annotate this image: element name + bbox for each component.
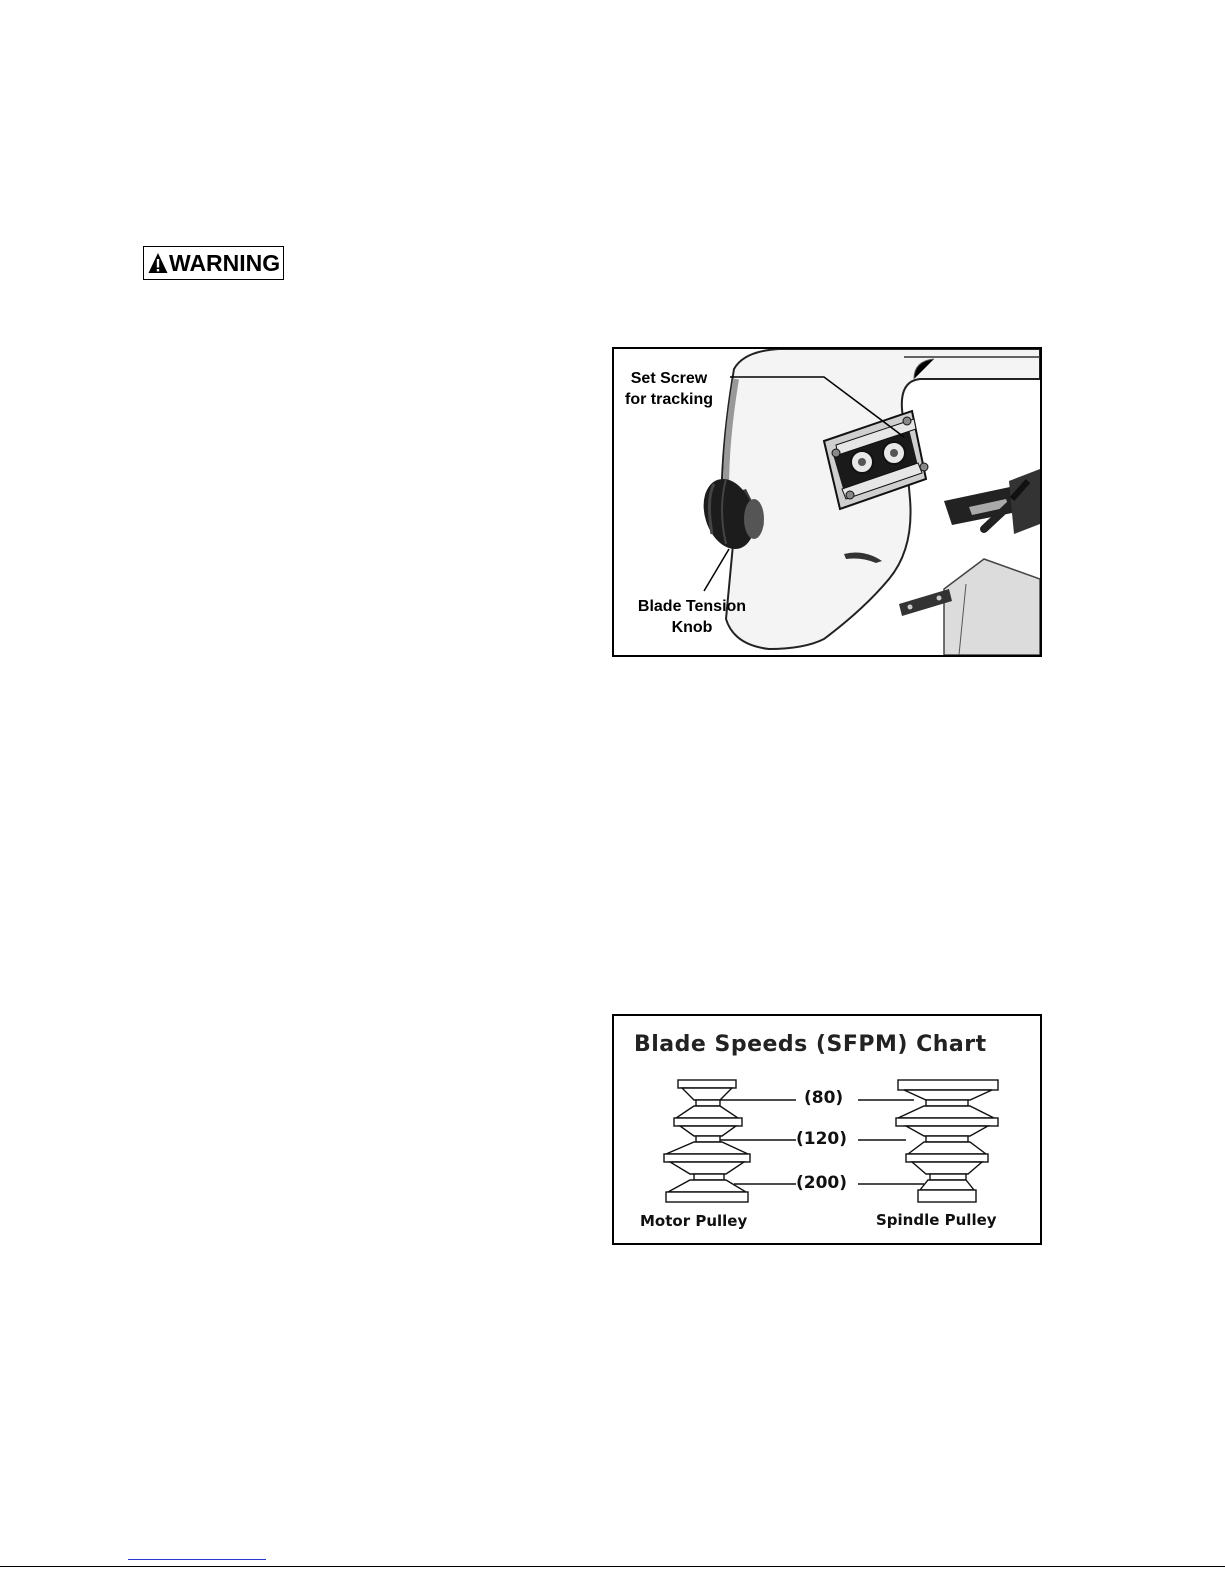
blade-tension-callout [624, 596, 760, 638]
motor-pulley-label: Motor Pulley [640, 1212, 748, 1230]
warning-badge [143, 246, 284, 280]
blade-tension-line2: Knob [671, 619, 713, 636]
speed-label-200: (200) [796, 1173, 848, 1193]
set-screw-line2: for tracking [624, 391, 713, 408]
footer-link-underline[interactable] [128, 1559, 266, 1560]
spindle-pulley-label: Spindle Pulley [876, 1211, 997, 1229]
blade-tension-line1: Blade Tension [637, 598, 747, 615]
chart-title: Blade Speeds (SFPM) Chart [634, 1032, 987, 1057]
footer-rule [0, 1566, 1225, 1567]
speed-label-120: (120) [796, 1129, 848, 1149]
blade-speeds-chart [612, 1014, 1042, 1245]
tracking-figure [612, 347, 1042, 657]
warning-triangle-icon [148, 252, 168, 274]
set-screw-line1: Set Screw [630, 370, 708, 387]
set-screw-callout [612, 368, 730, 410]
warning-label: WARNING [169, 249, 281, 276]
speed-label-80: (80) [804, 1088, 844, 1108]
